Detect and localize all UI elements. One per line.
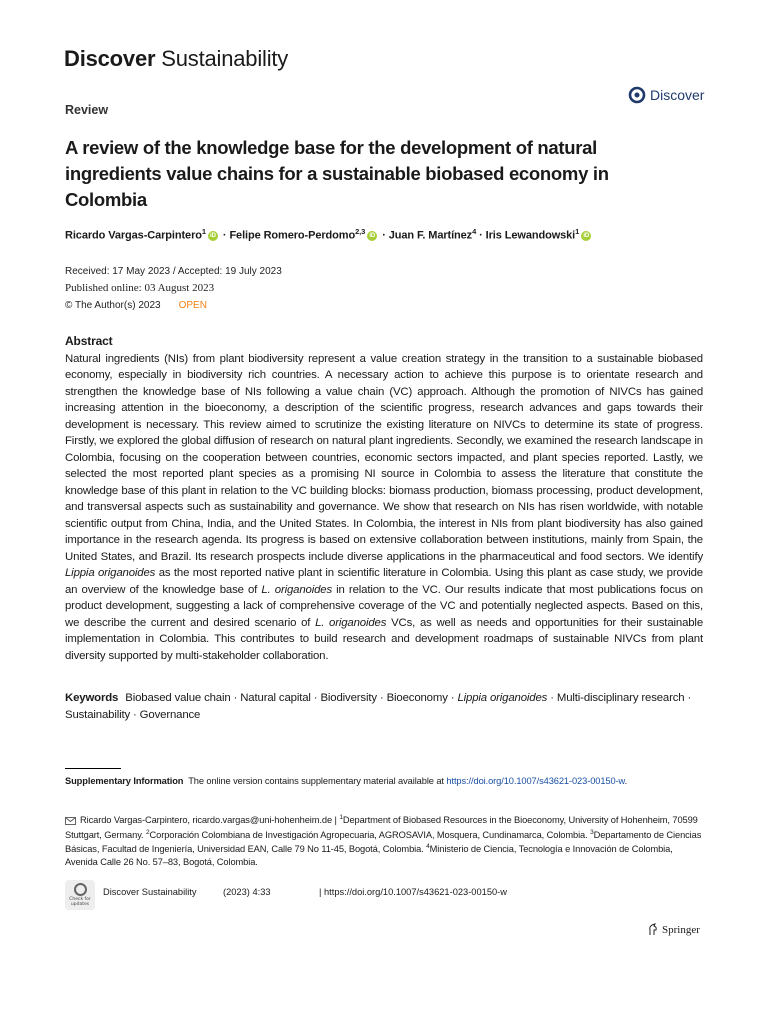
author-affiliation-mark: 2,3	[355, 227, 366, 236]
author-separator: ·	[219, 229, 230, 242]
springer-horse-icon	[647, 923, 659, 936]
author-affiliation-mark: 1	[201, 227, 206, 236]
footer-doi[interactable]: | https://doi.org/10.1007/s43621-023-00150-w	[319, 887, 507, 897]
abstract-section	[65, 333, 703, 664]
keywords-section: Keywords Biobased value chain · Natural capital · Biodiversity · Bioeconomy · Lippia origanoides · Multi-disciplinary research · Sustainability · Governance	[65, 692, 692, 721]
published-date: Published online: 03 August 2023	[65, 282, 215, 294]
page-footer	[65, 880, 705, 912]
author-affiliation-mark: 1	[575, 227, 580, 236]
orcid-icon[interactable]: iD	[208, 231, 218, 241]
article-title: A review of the knowledge base for the development of natural ingredients value chains for a sustainable biobased economy in Colombia	[65, 137, 609, 210]
author-separator: ·	[379, 229, 389, 242]
corresponding-author-contact[interactable]: Ricardo Vargas-Carpintero, ricardo.vargas@uni-hohenheim.de |	[80, 815, 340, 826]
copyright: © The Author(s) 2023	[65, 300, 161, 311]
received-accepted-date: Received: 17 May 2023 / Accepted: 19 July 2023	[65, 266, 282, 277]
check-for-updates-icon	[74, 883, 87, 896]
footnote-divider	[65, 768, 121, 769]
springer-logo: Springer	[647, 923, 700, 936]
orcid-icon[interactable]: iD	[581, 231, 591, 241]
open-access-badge: OPEN	[178, 300, 207, 311]
author-name[interactable]: Juan F. Martínez	[388, 229, 473, 242]
article-dates	[65, 263, 282, 314]
author-name[interactable]: Iris Lewandowski	[485, 229, 576, 242]
discover-logo[interactable]	[628, 86, 704, 104]
keywords-label: Keywords	[65, 692, 119, 704]
footer-volume: (2023) 4:33	[223, 887, 271, 897]
abstract-text: Natural ingredients (NIs) from plant biodiversity represent a value creation strategy in the transition to a sustainable biobased economy, especially in biodiversity rich countries. A necessary action to achieve this purpose is to orientate research and strengthen the knowledge base of NIs following a value chain (VC) approach. Although the promotion of NIVCs has gained increasing attention in the bioeconomy, a description of the scientific progress, research advances and gaps towards their development is necessary. This review aimed to scrutinize the existing literature on NIVCs to determine its state of progress. Firstly, we explored the global diffusion of research on natural plant ingredients. Secondly, we examined the research landscape in Colombia, focusing on the cooperation between countries, economic sectors impacted, and plant species reported. Lastly, we selected the most reported plant species as a promising NI source in Colombia to assess the literature that constitute the knowledge base of this plant in relation to the VC building blocks: biomass production, biomass processing, product development, and transversal aspects such as sustainability and governance. We show that research on NIs has risen worldwide, with notable scientific output from China, India, and the United States. In Colombia, the interest in NIs from plant biodiversity has also gained importance in the research agenda. Its progress is based on extensive collaboration between institutions, mainly from Spain, the United States, and Brazil. Its research prospects include diverse applications in the pharmaceutical and food sectors. We identify Lippia origanoides as the most reported native plant in scientific literature in Colombia. Using this plant as case study, we provide an overview of the knowledge base of L. origanoides in relation to the VC. Our results indicate that most publications focus on product development, suggesting a lack of comprehensive coverage of the VC and potentially neglected aspects. Based on this, we describe the current and desired scenario of L. origanoides VCs, as well as needs and opportunities for their sustainable implementation in Colombia. This contributes to build research and development roadmaps of sustainable NIVCs from plant diversity supported by multi-stakeholder collaboration.	[65, 352, 703, 662]
affiliations: Ricardo Vargas-Carpintero, ricardo.vargas@uni-hohenheim.de | $^1$Department of Biobased Resources in the Bioeconomy, University of Hohenheim, 70599 Stuttgart, Germany. $^2$Corporación Colombiana de Investigación Agropecuaria, AGROSAVIA, Mosquera, Cundinamarca, Colombia. $^3$Departamento de Ciencias Básicas, Facultad de Ingeniería, Universidad EAN, Calle 79 No 11-45, Bogotá, Colombia. $^4$Ministerio de Ciencia, Tecnología e Innovación de Colombia, Avenida Calle 26 No. 57–83, Bogotá, Colombia.	[65, 814, 702, 867]
article-type: Review	[65, 103, 109, 117]
orcid-icon[interactable]: iD	[367, 231, 377, 241]
supplementary-info: Supplementary Information The online version contains supplementary material available at https://doi.org/10.1007/s43621-023-00150-w.	[65, 776, 628, 786]
envelope-icon	[65, 817, 76, 825]
footer-journal: Discover Sustainability	[103, 887, 197, 897]
author-name[interactable]: Ricardo Vargas-Carpintero	[65, 229, 202, 242]
supplementary-link[interactable]: https://doi.org/10.1007/s43621-023-00150-w	[446, 776, 625, 786]
author-separator: ·	[476, 229, 486, 242]
author-list	[65, 227, 593, 242]
discover-logo-icon	[628, 86, 646, 104]
journal-name: Discover Sustainability	[64, 46, 289, 71]
abstract-heading: Abstract	[65, 334, 113, 348]
author-name[interactable]: Felipe Romero-Perdomo	[229, 229, 356, 242]
copyright-line	[65, 297, 282, 314]
supplementary-label: Supplementary Information	[65, 776, 184, 786]
discover-logo-text: Discover	[650, 87, 705, 103]
check-for-updates-badge[interactable]: Check for updates	[65, 880, 95, 910]
author-affiliation-mark: 4	[472, 227, 477, 236]
